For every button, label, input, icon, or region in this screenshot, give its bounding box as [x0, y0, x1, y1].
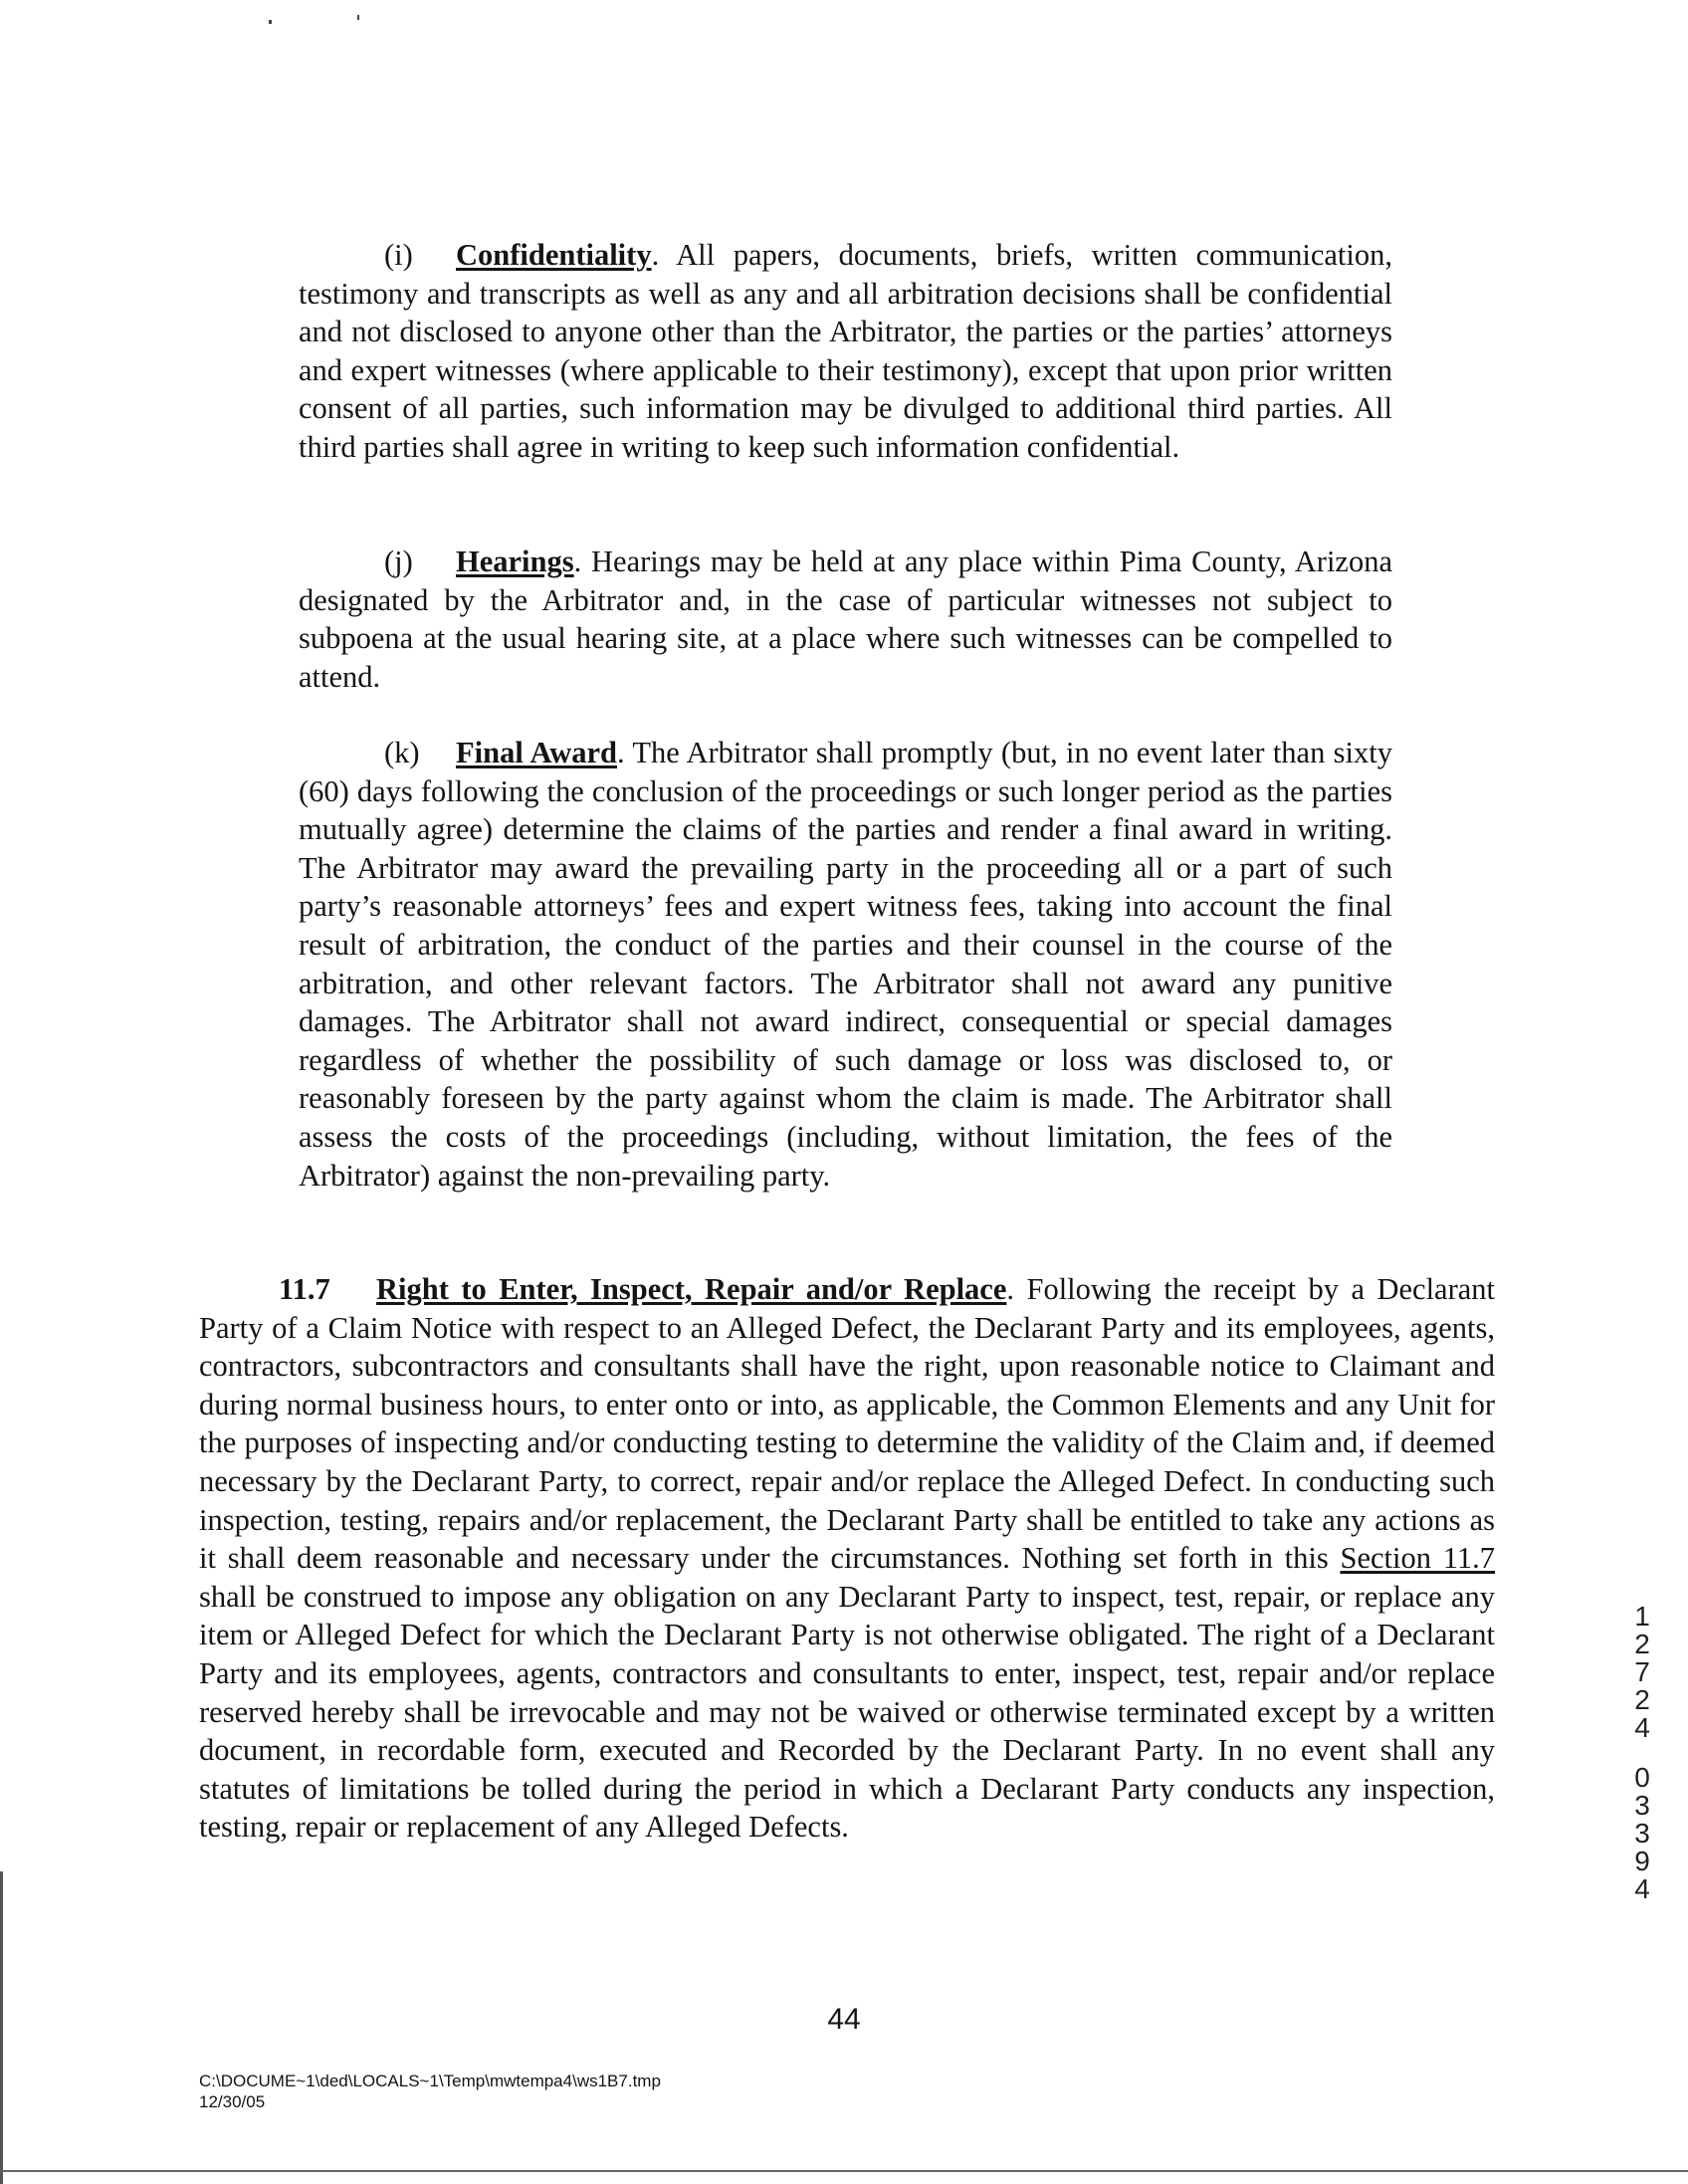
- page-digit: 3: [1634, 1818, 1650, 1849]
- section-k-text: . The Arbitrator shall promptly (but, in no event later than sixty (60) days following the conclusion of the proceedings or such longer period as the parties mutually agree) determine the claims of the parties and render a final award in writing. The Arbitrator may award the prevailing party in the proceeding all or a part of such party’s reasonable attorneys’ fees and expert witness fees, taking into account the final result of arbitration, the conduct of the parties and their counsel in the course of the arbitration, and other relevant factors. The Arbitrator shall not award any punitive damages. The Arbitrator shall not award indirect, consequential or special damages regardless of whether the possibility of such damage or loss was disclosed to, or reasonably foreseen by the party against whom the claim is made. The Arbitrator shall assess the costs of the proceedings (including, without limitation, the fees of the Arbitrator) against the non-prevailing party.: [299, 736, 1392, 1193]
- scan-speck: [357, 15, 359, 20]
- docket-digit: 2: [1634, 1684, 1650, 1715]
- footer-file-path: C:\DOCUME~1\ded\LOCALS~1\Temp\mwtempa4\ws1B7.tmp: [199, 2072, 661, 2090]
- section-j-text: . Hearings may be held at any place within Pima County, Arizona designated by the Arbitrator and, in the case of particular witnesses not subject to subpoena at the usual hearing site, at a place where such witnesses can be compelled to attend.: [299, 545, 1392, 694]
- page-digit: 9: [1634, 1846, 1650, 1876]
- docket-digit: 2: [1634, 1629, 1650, 1659]
- footer: [199, 2071, 661, 2112]
- docket-digit: 1: [1634, 1601, 1650, 1632]
- section-i-heading: Confidentiality: [456, 238, 652, 272]
- docket-digit: 7: [1634, 1656, 1650, 1687]
- scan-edge-bottom: [0, 2170, 1688, 2172]
- section-k-final-award: [299, 734, 1392, 1195]
- stamp-gap: [1624, 1742, 1660, 1764]
- scan-speck: [269, 20, 272, 24]
- section-j-heading: Hearings: [456, 545, 574, 578]
- section-j-hearings: [299, 543, 1392, 696]
- section-11-7-heading: Right to Enter, Inspect, Repair and/or Replace: [376, 1272, 1007, 1306]
- section-i-confidentiality: [299, 236, 1392, 467]
- recording-stamp: [1624, 1603, 1660, 1903]
- footer-date: 12/30/05: [199, 2092, 266, 2111]
- page-digit: 4: [1634, 1873, 1650, 1904]
- section-k-number: (k): [384, 736, 420, 769]
- page-digit: 3: [1634, 1790, 1650, 1821]
- docket-digit: 4: [1634, 1712, 1650, 1743]
- section-j-number: (j): [384, 545, 413, 578]
- page-number: 44: [827, 2003, 861, 2036]
- section-11-7-text-part1: . Following the receipt by a Declarant Party of a Claim Notice with respect to an Alleged Defect, the Declarant Party and its employees, agents, contractors, subcontractors and consultants shall have the right, upon reasonable notice to Claimant and during normal business hours, to enter onto or into, as applicable, the Common Elements and any Unit for the purposes of inspecting and/or conducting testing to determine the validity of the Claim and, if deemed necessary by the Declarant Party, to correct, repair and/or replace the Alleged Defect. In conducting such inspection, testing, repairs and/or replacement, the Declarant Party shall be entitled to take any actions as it shall deem reasonable and necessary under the circumstances. Nothing set forth in this: [199, 1272, 1495, 1576]
- section-i-number: (i): [384, 238, 413, 272]
- section-i-text: . All papers, documents, briefs, written communication, testimony and transcripts as well as any and all arbitration decisions shall be confidential and not disclosed to anyone other than the Arbitrator, the parties or the parties’ attorneys and expert witnesses (where applicable to their testimony), except that upon prior written consent of all parties, such information may be divulged to additional third parties. All third parties shall agree in writing to keep such information confidential.: [299, 238, 1392, 464]
- scan-edge-left: [0, 1871, 3, 2184]
- section-11-7-cross-reference: Section 11.7: [1340, 1541, 1495, 1576]
- page-digit: 0: [1634, 1762, 1650, 1793]
- section-11-7: [199, 1270, 1495, 1847]
- section-11-7-text-part2: shall be construed to impose any obligation on any Declarant Party to inspect, test, repair, or replace any item or Alleged Defect for which the Declarant Party is not otherwise obligated. The right of a Declarant Party and its employees, agents, contractors and consultants to enter, inspect, test, repair and/or replace reserved hereby shall be irrevocable and may not be waived or otherwise terminated except by a written document, in recordable form, executed and Recorded by the Declarant Party. In no event shall any statutes of limitations be tolled during the period in which a Declarant Party conducts any inspection, testing, repair or replacement of any Alleged Defects.: [199, 1579, 1495, 1845]
- section-11-7-number: 11.7: [279, 1272, 330, 1306]
- section-k-heading: Final Award: [456, 736, 617, 769]
